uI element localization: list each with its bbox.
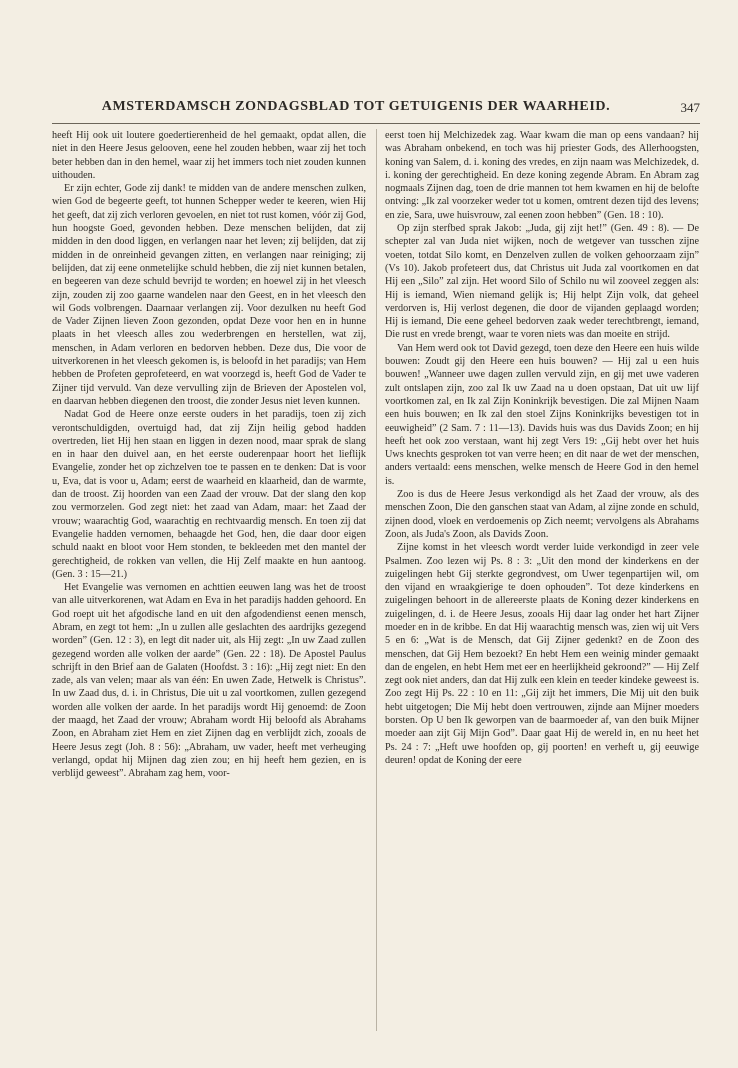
paragraph: heeft Hij ook uit loutere goedertierenheid de hel gemaakt, opdat allen, die niet in den Heere Jesus gelooven, eene hel zouden hebben, waar zij het toch beter hebben dan in den hemel, waar zij het immers toch niet zouden kunnen uithouden. xyxy=(52,130,366,181)
column-divider xyxy=(376,129,377,1031)
publication-title: AMSTERDAMSCH ZONDAGSBLAD TOT GETUIGENIS DER WAARHEID. xyxy=(101,99,611,114)
paragraph: Het Evangelie was vernomen en achttien eeuwen lang was het de troost van alle uitverkorenen, wat Adam en Eva in het paradijs hadden gehoord. En God roept uit het afgodische land en uit den afgodendienst eenen mensch, Abram, en zegt tot hem: „In u zullen alle geslachten des aardrijks gezegend worden” (Gen. 12 : 3), en legt dit nader uit, als Hij zegt: „In uw Zaad zullen gezegend worden alle volken der aarde” (Gen. 22 : 18). De Apostel Paulus schrijft in den Brief aan de Galaten (Hoofdst. 3 : 16): „Hij zegt niet: En den zade, als van velen; maar als van één: En uwen Zade, Hetwelk is Christus”. In uw Zaad dus, d. i. in Christus, Die uit u zal voortkomen, zullen gezegend worden alle volken der aarde. In het paradijs wordt Hij genoemd: de Zoon der maagd, het Zaad der vrouw; Abraham wordt Hij beloofd als Abrahams Zoon, en Abraham ziet Hem en ziet Zijnen dag en verblijdt zich, zooals de Heere Jesus zegt (Joh. 8 : 56): „Abraham, uw vader, heeft met verheuging verlangd, opdat hij Mijnen dag zien zou; en hij heeft hem gezien, en is verblijd geweest”. Abraham zag hem, voor- xyxy=(52,582,366,780)
paragraph: Van Hem werd ook tot David gezegd, toen deze den Heere een huis wilde bouwen: Zoudt gij den Heere een huis bouwen? — Hij zal u een huis bouwen! „Wanneer uwe dagen zullen vervuld zijn, en gij met uwe vaderen zult ontslapen zijn, zoo zal Ik uw Zaad na u doen opstaan, Dat uit uw lijf voortkomen zal, en Ik zal Zijn Koninkrijk bevestigen. Die zal Mijnen Naam een huis bouwen; en Ik zal den stoel Zijns Koninkrijks bevestigen tot in eeuwigheid” (2 Sam. 7 : 11—13). Davids huis was dus Davids Zoon; en hij heeft het ook zoo verstaan, want hij zegt Vers 19: „Gij hebt over het huis Uws knechts gesproken tot van verre heen; en dit naar de wet der menschen, anders vertaald: eens menschen, welke mensch de Heere God in den hemel is. xyxy=(385,342,699,487)
page-number: 347 xyxy=(680,100,700,115)
paragraph: Op zijn sterfbed sprak Jakob: „Juda, gij zijt het!” (Gen. 49 : 8). — De schepter zal van Juda niet wijken, noch de wetgever van tusschen zijne voeten, totdat Silo komt, en Denzelven zullen de volken gehoorzaam zijn” (Vs 10). Jakob profeteert dus, dat Christus uit Juda zal voortkomen en dat Hij een „Silo” zal zijn. Het woord Silo of Schilo nu wil zooveel zeggen als: Hij is iemand, Wien niemand gelijk is; Hij helpt Zijn volk, dat geheel verdorven is, Hij verlost degenen, die door de vijanden geplaagd worden; Hij is iemand, Die eene geheel bedorven zaak weder terechtbrengt, iemand, Die rust en vrede brengt, waar te voren niets was dan moeite en strijd. xyxy=(385,223,699,341)
paragraph: Zoo is dus de Heere Jesus verkondigd als het Zaad der vrouw, als des menschen Zoon, Die den ganschen staat van Adam, al zijne zonde en schuld, zijnen dood, vloek en verdoemenis op Zich neemt; vervolgens als Abrahams Zoon, als Juda's Zoon, als Davids Zoon. xyxy=(385,489,699,540)
left-column xyxy=(52,129,366,781)
right-column xyxy=(385,129,699,767)
paragraph: Nadat God de Heere onze eerste ouders in het paradijs, toen zij zich verontschuldigden, overtuigd had, dat zij Zijn heilig gebod hadden overtreden, liet Hij hen staan en liggen in dezen nood, maar sprak de slang en in haar den duivel aan, en het eerste ouderenpaar hoort het lieflijk Evangelie, zonder het op zichzelven toe te passen en te denken: Dat is voor u, Eva, dat is voor u, Adam; eerst de waarheid en klaarheid, dan de warmte, dan de troost. Zij hoorden van een Zaad der vrouw. Dat der slang den kop zou vermorzelen. God zegt niet: het zaad van Adam, maar: het Zaad der vrouw; waarachtig God, waarachtig en rechtvaardig mensch. En toen zij dat Evangelie hadden vernomen, behaagde het God, hen, die daar door eigen schuld naakt en bloot voor Hem stonden, te bekleeden met den mantel der gerechtigheid, de rokken van vellen, die Hij Zelf maakte en hun aantoog. (Gen. 3 : 15—21.) xyxy=(52,409,366,580)
paragraph: eerst toen hij Melchizedek zag. Waar kwam die man op eens vandaan? hij was Abraham onbekend, en toch was hij priester Gods, des Allerhoogsten, koning van Salem, d. i. koning des vredes, en zijn naam was Melchizedek, d. i. koning der gerechtigheid. En deze koning zegende Abram. En Abram zag nogmaals Zijnen dag, toen de drie mannen tot hem kwamen en hij de belofte ontving: „Ik zal voorzeker weder tot u komen, omtrent dezen tijd des levens; en zie, Sara, uwe huisvrouw, zal eenen zoon hebben” (Gen. 18 : 10). xyxy=(385,130,699,221)
header-rule xyxy=(52,123,700,124)
running-header xyxy=(52,99,700,121)
paragraph: Zijne komst in het vleesch wordt verder luide verkondigd in zeer vele Psalmen. Zoo lezen wij Ps. 8 : 3: „Uit den mond der kinderkens en der zuigelingen hebt Gij sterkte gegrondvest, om Uwer tegenpartijen wil, om den vijand en wraakgierige te doen ophouden”. Tot deze kinderkens en zuigelingen behoort in de allereerste plaats de Koning dezer kinderkens en zuigelingen, d. i. de Heere Jesus, zooals Hij daar lag onder het hart Zijner moeder en in de kribbe. En dat Hij waarachtig mensch was, zien wij uit Vers 5 en 6: „Wat is de Mensch, dat Gij Zijner gedenkt? en de Zoon des menschen, dat Gij Hem bezoekt? En hebt Hem een weinig minder gemaakt dan de engelen, en hebt Hem met eer en heerlijkheid gekroond?” — Hij Zelf zegt ook niet anders, dan dat Hij zulk een klein en teeder kindeke geweest is. Zoo zegt Hij Ps. 22 : 10 en 11: „Gij zijt het immers, Die Mij uit den buik hebt uitgetogen; Die Mij hebt doen vertrouwen, zijnde aan Mijner moeders borsten. Op U ben Ik geworpen van de baarmoeder af, van den buik Mijner moeder aan zijt Gij Mijn God”. Daar gaat Hij de wereld in, en nu heet het Ps. 24 : 7: „Heft uwe hoofden op, gij poorten! en verheft u, gij eeuwige deuren! opdat de Koning der eere xyxy=(385,542,699,766)
paragraph: Er zijn echter, Gode zij dank! te midden van de andere menschen zulken, wien God de begeerte geeft, tot hunnen Schepper weder te keeren, wien Hij het geeft, dat zij zich verloren gevoelen, en niet tot rust komen, vóór zij God, hun hoogste Goed, gevonden hebben. Deze menschen belijden, dat zij midden in den dood liggen, en verlangen naar het leven; zij belijden, dat zij midden in de onreinheid gevangen zitten, en verlangen naar reiniging; zij belijden, dat zij eene onmetelijke schuld hebben, die zij niet kunnen betalen, en begeeren van deze schuld bevrijd te worden; en hoewel zij in het vleesch zijn, zouden zij zoo gaarne wandelen naar den Geest, en in het vleesch den wil Gods volbrengen. Daarnaar verlangen zij. Voor dezulken nu heeft God de Vader Zijnen lieven Zoon gezonden, opdat Deze voor hen en in hunne plaats in het vleesch alles zou wederbrengen en herstellen, wat zij, menschen, in Adam verloren en bedorven hebben. Deze dus, Die voor de uitverkorenen in het vleesch gekomen is, is beloofd in het paradijs; van Hem hebben de Profeten geprofeteerd, en wat voorzegd is, heeft God de Vader te Zijner tijd vervuld. Van deze vervulling zijn de Brieven der Apostelen vol, en daarvan hebben diegenen den troost, die zonder Jesus niet leven kunnen. xyxy=(52,183,367,407)
